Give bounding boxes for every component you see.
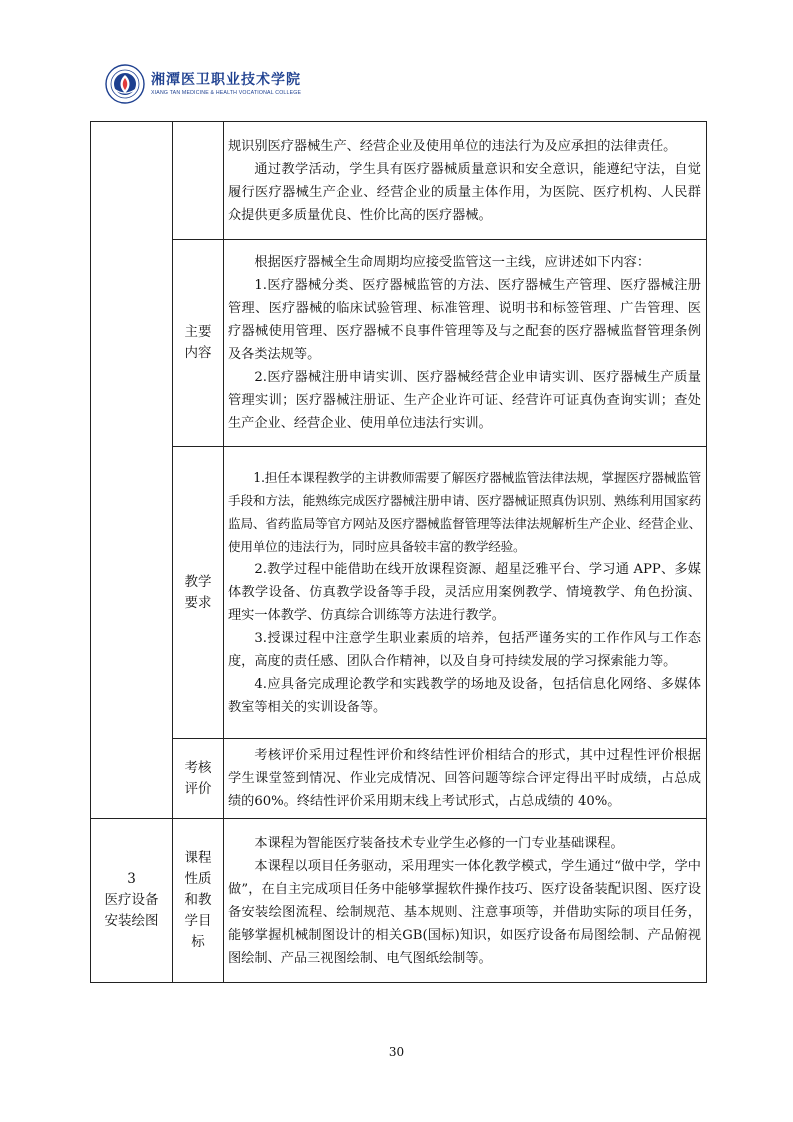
label-line: 和教 [184,892,212,908]
course-table [90,121,707,983]
page-number: 30 [388,1045,405,1059]
paragraph: 3.授课过程中注意学生职业素质的培养，包括严谨务实的工作作风与工作态度，高度的责任感、团队合作精神，以及自身可持续发展的学习探索能力等。 [228,631,701,669]
content-cell [224,240,707,447]
label-line: 要求 [184,594,212,611]
label-cell-empty [173,122,224,240]
content-cell [224,739,707,819]
label-cell [173,819,224,983]
paragraph: 4.应具备完成理论教学和实践教学的场地及设备，包括信息化网络、多媒体教室等相关的实训设备等。 [228,677,701,715]
paragraph: 1.担任本课程教学的主讲教师需要了解医疗器械监管法律法规，掌握医疗器械监管手段和方法，能熟练完成医疗器械注册申请、医疗器械证照真伪识别、熟练利用国家药监局、省药监局等官方网站及医疗器械监督管理等法律法规解析生产企业、经营企业、使用单位的违法行为，同时应具备较丰富的教学经验。 [228,470,701,554]
table-row [91,819,707,983]
label-line: 学目 [184,913,212,929]
paragraph: 通过教学活动，学生具有医疗器械质量意识和安全意识，能遵纪守法，自觉履行医疗器械生产企业、经营企业的质量主体作用，为医院、医疗机构、人民群众提供更多质量优良、性价比高的医疗器械。 [228,161,701,223]
label-line: 考核 [184,759,212,776]
label-line: 教学 [184,573,212,590]
course-number: 3 [127,871,136,887]
paragraph: 本课程以项目任务驱动，采用理实一体化教学模式，学生通过“做中学，学中做”，在自主完成项目任务中能够掌握软件操作技巧、医疗设备装配识图、医疗设备安装绘图流程、绘制规范、基本规则、注意事项等，并借助实际的项目任务，能够掌握机械制图设计的相关GB(国标)知识，如医疗设备布局图绘制、产品俯视图绘制、产品三视图绘制、电气图纸绘制等。 [228,858,701,966]
label-line: 课程 [184,850,212,866]
table-row [91,739,707,819]
course-title [91,869,172,932]
school-emblem-icon [105,64,145,104]
content-cell [224,122,707,240]
paragraph: 2.医疗器械注册申请实训、医疗器械经营企业申请实训、医疗器械生产质量管理实训；医疗器械注册证、生产企业许可证、经营许可证真伪查询实训；查处生产企业、经营企业、使用单位违法行实训。 [228,370,701,431]
course-name-line: 医疗设备 [104,892,159,908]
school-name-en: XIANG TAN MEDICINE & HEALTH VOCATIONAL COLLEGE [151,90,302,96]
row-label [173,848,223,953]
paragraph: 2.教学过程中能借助在线开放课程资源、超星泛雅平台、学习通 APP、多媒体教学设备、仿真教学设备等手段，灵活应用案例教学、情境教学、角色扮演、理实一体教学、仿真综合训练等方法进行教学。 [228,562,701,623]
table-row [91,240,707,447]
row-label [173,322,223,364]
paragraph: 规识别医疗器械生产、经营企业及使用单位的违法行为及应承担的法律责任。 [228,138,677,154]
paragraph: 1.医疗器械分类、医疗器械监管的方法、医疗器械生产管理、医疗器械注册管理、医疗器械的临床试验管理、标准管理、说明书和标签管理、广告管理、医疗器械使用管理、医疗器械不良事件管理等及与之配套的医疗器械监督管理条例及各类法规等。 [228,278,701,362]
label-line: 性质 [184,871,212,887]
paragraph: 考核评价采用过程性评价和终结性评价相结合的形式，其中过程性评价根据学生课堂签到情况、作业完成情况、回答问题等综合评定得出平时成绩，占总成绩的60%。终结性评价采用期末线上考试形式，占总成绩的 40%。 [228,748,701,809]
label-cell [173,240,224,447]
school-name: 湘潭医卫职业技术学院 [151,72,301,88]
content-cell [224,447,707,739]
label-cell [173,739,224,819]
label-line: 标 [191,934,205,950]
label-line: 主要 [184,324,212,340]
label-cell [173,447,224,739]
course-cell [91,819,173,983]
row-label [173,758,223,800]
table-row [91,447,707,739]
paragraph: 根据医疗器械全生命周期均应接受监管这一主线，应讲述如下内容： [254,255,651,270]
paragraph: 本课程为智能医疗装备技术专业学生必修的一门专业基础课程。 [254,835,624,851]
label-line: 评价 [184,780,212,797]
table-row [91,122,707,240]
content-cell [224,819,707,983]
course-name-line: 安装绘图 [104,913,159,929]
label-line: 内容 [184,345,212,361]
row-label [173,572,223,614]
document-header [105,62,301,106]
course-cell-empty [91,122,173,819]
